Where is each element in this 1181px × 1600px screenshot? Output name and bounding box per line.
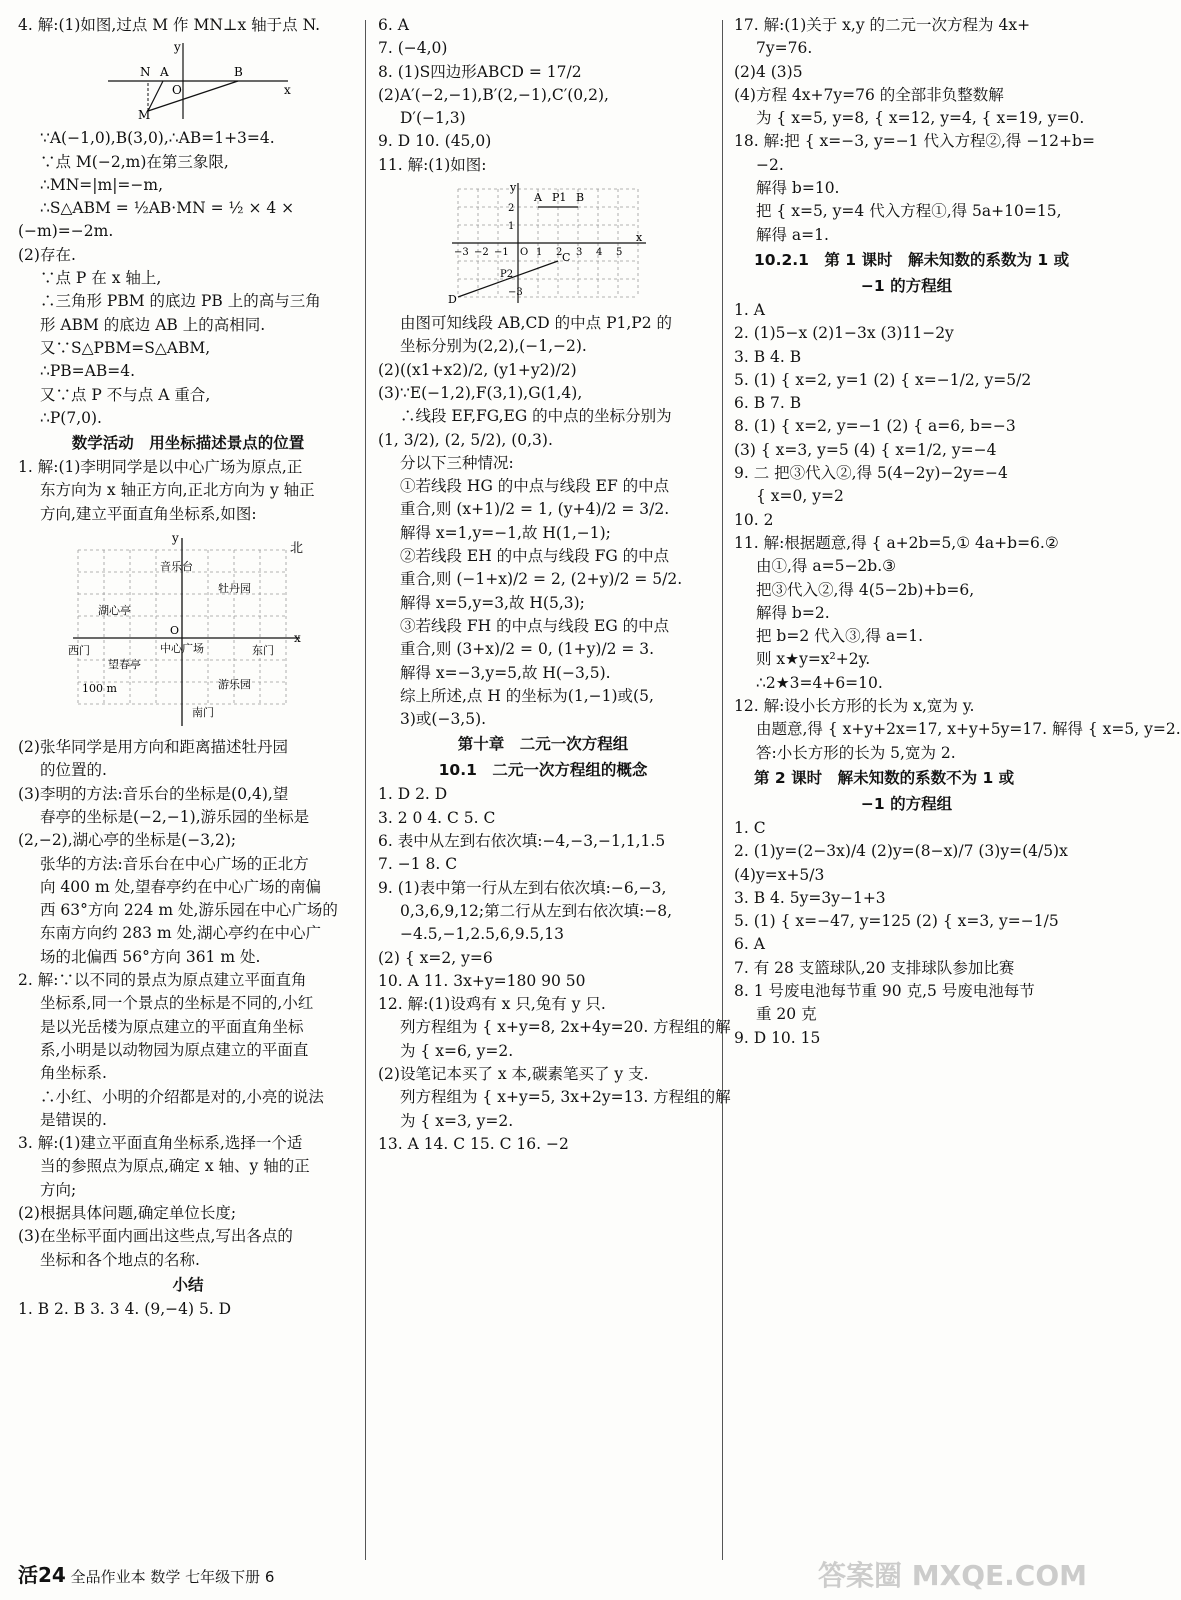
answer-line: 4. 解:(1)如图,过点 M 作 MN⊥x 轴于点 N. [18,16,321,34]
answer-line: 为 { x=6, y=2. [400,1041,514,1060]
section-heading-cont: −1 的方程组 [860,276,953,295]
grid-label: 5 [616,247,623,259]
answer-line: 重合,则 (x+1)/2 = 1, (y+4)/2 = 3/2. [400,500,670,519]
answer-line: 系,小明是以动物园为原点建立的平面直 [40,1040,309,1059]
answer-line: 2. (1)y=(2−3x)/4 (2)y=(8−x)/7 (3)y=(4/5)x [734,842,1068,861]
fig-label: y [174,40,181,55]
answer-line: 列方程组为 { x+y=5, 3x+2y=13. 方程组的解 [400,1088,731,1107]
answer-line: 场的北偏西 56°方向 361 m 处. [40,947,261,966]
answer-line: 的位置的. [40,761,107,780]
answer-line: 由①,得 a=5−2b.③ [756,557,897,576]
answer-line: 3. B 4. B [734,347,802,366]
answer-line: 3)或(−3,5). [400,710,487,729]
answer-line: 8. (1)S四边形ABCD = 17/2 [378,62,582,81]
answer-line: (3)李明的方法:音乐台的坐标是(0,4),望 [18,784,289,803]
grid-label: −3 [454,247,469,259]
answer-line: (3)∵E(−1,2),F(3,1),G(1,4), [378,383,583,402]
answer-line: 列方程组为 { x+y=8, 2x+4y=20. 方程组的解 [400,1018,731,1037]
map-label: 游乐园 [218,678,251,692]
answer-line: 6. A [378,16,409,34]
answer-line: 12. 解:(1)设鸡有 x 只,兔有 y 只. [378,995,606,1014]
answer-line: (−m)=−2m. [18,222,114,241]
answer-line: 角坐标系. [40,1064,107,1083]
answer-line: 方向; [40,1180,77,1199]
section-heading-cont: −1 的方程组 [860,794,953,813]
answer-line: 重合,则 (−1+x)/2 = 2, (2+y)/2 = 5/2. [400,570,683,589]
answer-line: (2)设笔记本买了 x 本,碳素笔买了 y 支. [378,1064,649,1083]
answer-line: 解得 b=10. [756,179,840,198]
answer-line: ③若线段 FH 的中点与线段 EG 的中点 [400,616,670,635]
answer-line: 13. A 14. C 15. C 16. −2 [378,1134,569,1153]
text-block [734,14,1095,247]
fig-label: N [140,65,151,80]
text-block [18,456,358,526]
answer-line: −2. [756,155,784,174]
answer-line: (2)根据具体问题,确定单位长度; [18,1203,237,1222]
answer-line: (2)张华同学是用方向和距离描述牡丹园 [18,738,288,757]
page-number: 活24 [18,1563,66,1587]
answer-line: 9. D 10. (45,0) [378,132,492,151]
fig-label: A [160,65,169,80]
answer-line: { x=0, y=2 [756,487,844,506]
answer-column-1 [18,14,358,1321]
answer-line: 2. 解:∵以不同的景点为原点建立平面直角 [18,971,307,990]
map-label: 望春亭 [108,658,141,672]
fig-label: B [234,65,243,80]
fig-label: M [138,108,151,123]
answer-line: ∴2★3=4+6=10. [756,673,883,692]
answer-line: (2)4 (3)5 [734,62,803,81]
answer-line: 综上所述,点 H 的坐标为(1,−1)或(5, [400,686,654,705]
answer-line: 坐标和各个地点的名称. [40,1250,200,1269]
answer-line: ∴PB=AB=4. [40,362,136,381]
answer-line: ②若线段 EH 的中点与线段 FG 的中点 [400,547,670,566]
answer-line: 坐标系,同一个景点的坐标是不同的,小红 [40,994,314,1013]
map-label: O [170,624,180,638]
answer-line: 为 { x=3, y=2. [400,1111,514,1130]
text-block [734,299,1181,765]
answer-line: 由题意,得 { x+y+2x=17, x+y+5y=17. 解得 { x=5, y=2. [756,720,1181,739]
answer-line: 形 ABM 的底边 AB 上的高相同. [40,315,266,334]
answer-line: (2)存在. [18,245,76,264]
grid-label: x [636,231,643,245]
answer-line: 10. 2 [734,510,774,529]
answer-line: 张华的方法:音乐台在中心广场的正北方 [40,854,309,873]
answer-line: 6. 表中从左到右依次填:−4,−3,−1,1,1.5 [378,832,666,851]
map-label: 北 [290,541,304,557]
answer-line: 0,3,6,9,12;第二行从左到右依次填:−8, [400,901,673,920]
answer-line: 6. B 7. B [734,394,802,413]
answer-line: 7. −1 8. C [378,855,458,874]
answer-line: 2. (1)5−x (2)1−3x (3)11−2y [734,324,954,343]
map-label: 100 m [82,682,117,696]
grid-label: −3 [508,287,523,299]
grid-label: A [534,191,542,205]
answer-line: 7. 有 28 支篮球队,20 支排球队参加比赛 [734,958,1015,977]
answer-line: −4.5,−1,2.5,6,9.5,13 [400,925,565,944]
answer-line: 坐标分别为(2,2),(−1,−2). [400,337,587,356]
answer-line: 7. (−4,0) [378,39,448,58]
answer-line: 9. D 10. 15 [734,1028,821,1047]
answer-line: 解得 a=1. [756,225,829,244]
answer-line: 11. 解:(1)如图: [378,155,487,174]
answer-line: 3. B 4. 5y=3y−1+3 [734,888,886,907]
answer-column-3 [734,14,1181,1050]
answer-line: 把 { x=5, y=4 代入方程①,得 5a+10=15, [756,202,1062,221]
grid-label: −2 [474,247,489,259]
answer-line: ∵点 P 在 x 轴上, [40,269,162,288]
answer-line: ∴小红、小明的介绍都是对的,小亮的说法 [40,1087,324,1106]
grid-label: 1 [536,247,543,259]
answer-line: 6. A [734,935,765,954]
answer-line: 答:小长方形的长为 5,宽为 2. [756,743,956,762]
answer-line: (4)y=x+5/3 [734,865,825,884]
text-block [734,817,1079,1050]
answer-line: 当的参照点为原点,确定 x 轴、y 轴的正 [40,1157,310,1176]
text-block [378,783,731,1156]
answer-line: 1. D 2. D [378,785,448,804]
answer-line: ∴MN=|m|=−m, [40,175,164,194]
answer-line: 8. 1 号废电池每节重 90 克,5 号废电池每节 [734,981,1035,1000]
answer-line: (2,−2),湖心亭的坐标是(−3,2); [18,831,237,850]
grid-label: 2 [508,203,515,215]
section-heading: 10.2.1 第 1 课时 解未知数的系数为 1 或 [754,250,1070,269]
answer-line: 则 x★y=x²+2y. [756,650,871,669]
answer-line: 重 20 克 [756,1005,817,1024]
text-block [378,14,708,177]
column-divider [365,20,366,1560]
answer-line: ①若线段 HG 的中点与线段 EF 的中点 [400,477,670,496]
answer-line: 是以光岳楼为原点建立的平面直角坐标 [40,1017,304,1036]
grid-label: B [576,191,585,205]
grid-label: P1 [552,191,567,205]
answer-line: 解得 x=5,y=3,故 H(5,3); [400,593,585,612]
answer-line: 17. 解:(1)关于 x,y 的二元一次方程为 4x+ [734,16,1031,34]
watermark-logo: 答案圈 MXQE.COM [818,1559,1087,1592]
answer-line: 11. 解:根据题意,得 { a+2b=5,① 4a+b=6.② [734,533,1059,552]
grid-label: y [510,181,517,195]
section-heading: 10.1 二元一次方程组的概念 [438,761,648,780]
answer-line: 9. 二 把③代入②,得 5(4−2y)−2y=−4 [734,464,1008,483]
answer-line: 12. 解:设小长方形的长为 x,宽为 y. [734,697,975,716]
answer-line: ∴三角形 PBM 的底边 PB 上的高与三角 [40,292,321,311]
map-label: 中心广场 [160,642,204,656]
answer-line: 1. A [734,300,765,319]
answer-line: 解得 b=2. [756,603,830,622]
grid-figure-midpoints [448,181,648,306]
grid-label: −1 [494,247,509,259]
answer-line: 东南方向约 283 m 处,湖心亭约在中心广 [40,924,321,943]
section-heading: 第 2 课时 解未知数的系数不为 1 或 [754,768,1015,787]
answer-line: 10. A 11. 3x+y=180 90 50 [378,971,586,990]
answer-line: (2)A′(−2,−1),B′(2,−1),C′(0,2), [378,85,609,104]
answer-line: (3)在坐标平面内画出这些点,写出各点的 [18,1227,293,1246]
map-label: 西门 [68,644,90,658]
grid-label: C [562,251,571,265]
map-label: y [172,531,179,546]
answer-line: 春亭的坐标是(−2,−1),游乐园的坐标是 [40,807,310,826]
map-label: 牡丹园 [218,582,251,596]
map-label: 音乐台 [160,560,193,574]
text-block [18,1298,358,1321]
answer-line: ∵A(−1,0),B(3,0),∴AB=1+3=4. [40,129,275,148]
answer-line: (4)方程 4x+7y=76 的全部非负整数解 [734,85,1004,104]
grid-label: 1 [508,221,515,233]
answer-line: 方向,建立平面直角坐标系,如图: [40,504,257,523]
answer-line: (1, 3/2), (2, 5/2), (0,3). [378,430,553,449]
grid-label: P2 [500,269,514,281]
grid-label: D [448,293,457,307]
answer-line: D′(−1,3) [400,109,466,128]
answer-line: 重合,则 (3+x)/2 = 0, (1+y)/2 = 3. [400,640,655,659]
answer-column-2 [378,14,731,1156]
answer-line: 是错误的. [40,1110,107,1129]
grid-label: 4 [596,247,603,259]
answer-line: ∴线段 EF,FG,EG 的中点的坐标分别为 [400,407,672,426]
answer-line: 西 63°方向 224 m 处,游乐园在中心广场的 [40,901,338,920]
fig-label: x [284,83,291,98]
answer-line: 向 400 m 处,望春亭约在中心广场的南偏 [40,877,321,896]
answer-line: 把③代入②,得 4(5−2b)+b=6, [756,580,975,599]
grid-label: O [520,247,529,259]
text-block [378,312,708,731]
answer-line: 5. (1) { x=2, y=1 (2) { x=−1/2, y=5/2 [734,370,1032,389]
answer-line: 解得 x=−3,y=5,故 H(−3,5). [400,663,611,682]
map-label: 南门 [192,706,214,720]
text-block [18,736,358,1272]
answer-line: (2)((x1+x2)/2, (y1+y2)/2) [378,360,577,379]
answer-line: ∵点 M(−2,m)在第三象限, [40,152,229,171]
answer-line: 3. 解:(1)建立平面直角坐标系,选择一个适 [18,1134,303,1153]
answer-line: 3. 2 0 4. C 5. C [378,808,496,827]
section-heading: 小结 [172,1275,204,1294]
book-title: 全品作业本 数学 七年级下册 6 [70,1568,275,1586]
answer-line: (2) { x=2, y=6 [378,948,493,967]
map-label: 湖心亭 [98,604,131,618]
grid-label: 2 [556,247,563,259]
answer-line: 为 { x=5, y=8, { x=12, y=4, { x=19, y=0. [756,109,1085,128]
answer-line: 1. 解:(1)李明同学是以中心广场为原点,正 [18,458,303,477]
map-label: 东门 [252,644,274,658]
answer-line: 1. B 2. B 3. 3 4. (9,−4) 5. D [18,1299,232,1318]
map-label: x [294,631,301,646]
answer-line: ∴P(7,0). [40,408,102,427]
answer-line: (3) { x=3, y=5 (4) { x=1/2, y=−4 [734,440,997,459]
answer-line: 把 b=2 代入③,得 a=1. [756,627,923,646]
scenic-map-figure [68,530,308,730]
answer-line: 解得 x=1,y=−1,故 H(1,−1); [400,523,611,542]
grid-label: 3 [576,247,583,259]
answer-line: 又∵点 P 不与点 A 重合, [40,385,211,404]
answer-line: 1. C [734,818,766,837]
answer-line: 18. 解:把 { x=−3, y=−1 代入方程②,得 −12+b= [734,132,1095,151]
answer-line: 由图可知线段 AB,CD 的中点 P1,P2 的 [400,314,673,333]
column-divider [722,20,723,1560]
answer-line: 又∵S△PBM=S△ABM, [40,338,211,357]
section-heading: 数学活动 用坐标描述景点的位置 [71,434,305,453]
text-block [18,14,358,37]
fig-label: O [172,83,182,98]
answer-line: 分以下三种情况: [400,453,514,472]
answer-line: 9. (1)表中第一行从左到右依次填:−6,−3, [378,878,667,897]
answer-line: 7y=76. [756,39,813,58]
chapter-heading: 第十章 二元一次方程组 [457,735,629,754]
page-footer [18,1559,274,1588]
text-block [18,127,358,430]
answer-line: ∴S△ABM = ½AB·MN = ½ × 4 × [40,199,295,218]
answer-line: 5. (1) { x=−47, y=125 (2) { x=3, y=−1/5 [734,912,1059,931]
coordinate-figure-mn [98,41,298,121]
answer-line: 东方向为 x 轴正方向,正北方向为 y 轴正 [40,481,315,500]
answer-line: 8. (1) { x=2, y=−1 (2) { a=6, b=−3 [734,417,1016,436]
